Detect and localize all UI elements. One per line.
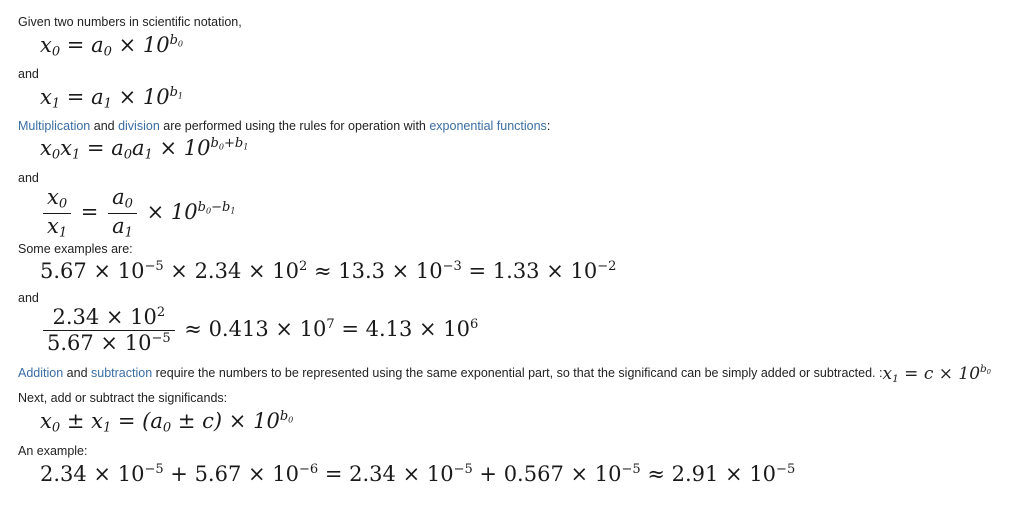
equation-sum-text: $x_0 \pm x_1 = (a_0 \pm c) \times 10^{b_0}$	[40, 409, 294, 436]
mult-div-mid2: are performed using the rules for operation with	[159, 119, 430, 133]
intro-text: Given two numbers in scientific notation,	[18, 15, 242, 29]
mult-div-tail: :	[546, 119, 551, 133]
link-exponential-functions[interactable]: exponential functions	[429, 119, 547, 133]
equation-example-division	[40, 306, 478, 354]
equation-example-multiplication-text: $5.67 \times 10^{-5} \times 2.34 \times 10^2 \approx 13.3 \times 10^{-3} = 1.33 \times 10^{-2}$	[40, 259, 617, 284]
examples-label: Some examples are:	[18, 242, 133, 256]
link-division[interactable]: division	[118, 119, 160, 133]
equation-x1-definition-text: $x_1 = a_1 \times 10^{b_1}$	[40, 85, 184, 112]
next-step-text: Next, add or subtract the significands:	[18, 391, 228, 405]
equation-quotient-text: $\frac{x_0}{x_1}$ = $\frac{a_0}{a_1}$ × $10^{b_0-b_1}$	[40, 200, 235, 224]
equation-x0-definition-text: $x_0 = a_0 \times 10^{b_0}$	[40, 33, 184, 60]
mult-div-mid1: and	[90, 119, 119, 133]
equation-quotient	[40, 186, 235, 240]
equation-example-addition-text: $2.34 \times 10^{-5} + 5.67 \times 10^{-6} = 2.34 \times 10^{-5} + 0.567 \times 10^{-5} \approx 2.91 \times 10^{-5}$	[40, 462, 796, 487]
and-label-3: and	[18, 291, 39, 305]
link-subtraction[interactable]: subtraction	[91, 366, 153, 381]
addsub-tail: require the numbers to be represented using the same exponential part, so that the significand can be simply added or subtracted. :	[152, 366, 883, 381]
mult-div-sentence	[18, 118, 550, 135]
equation-sum	[40, 409, 293, 436]
equation-product-text: $x_0x_1 = a_0a_1 \times 10^{b_0+b_1}$	[40, 136, 249, 163]
equation-x0-definition	[40, 33, 183, 60]
equation-example-multiplication	[40, 259, 616, 283]
equation-x1-rewrite: $x_1 = c \times 10^{b_0}$	[882, 363, 991, 385]
example-label: An example:	[18, 444, 88, 458]
and-label-2: and	[18, 171, 39, 185]
equation-example-division-text: $\frac{2.34 \times 10^2}{5.67 \times 10^{-5}}$ ≈ $0.413 \times 10^7 = 4.13 \times 10^6$	[40, 317, 478, 341]
link-addition[interactable]: Addition	[18, 366, 64, 381]
equation-product	[40, 136, 248, 163]
addsub-sentence	[18, 362, 991, 386]
and-label-1: and	[18, 67, 39, 81]
link-multiplication[interactable]: Multiplication	[18, 119, 91, 133]
addsub-mid1: and	[63, 366, 91, 381]
equation-example-addition	[40, 462, 795, 486]
equation-x1-definition	[40, 85, 183, 112]
